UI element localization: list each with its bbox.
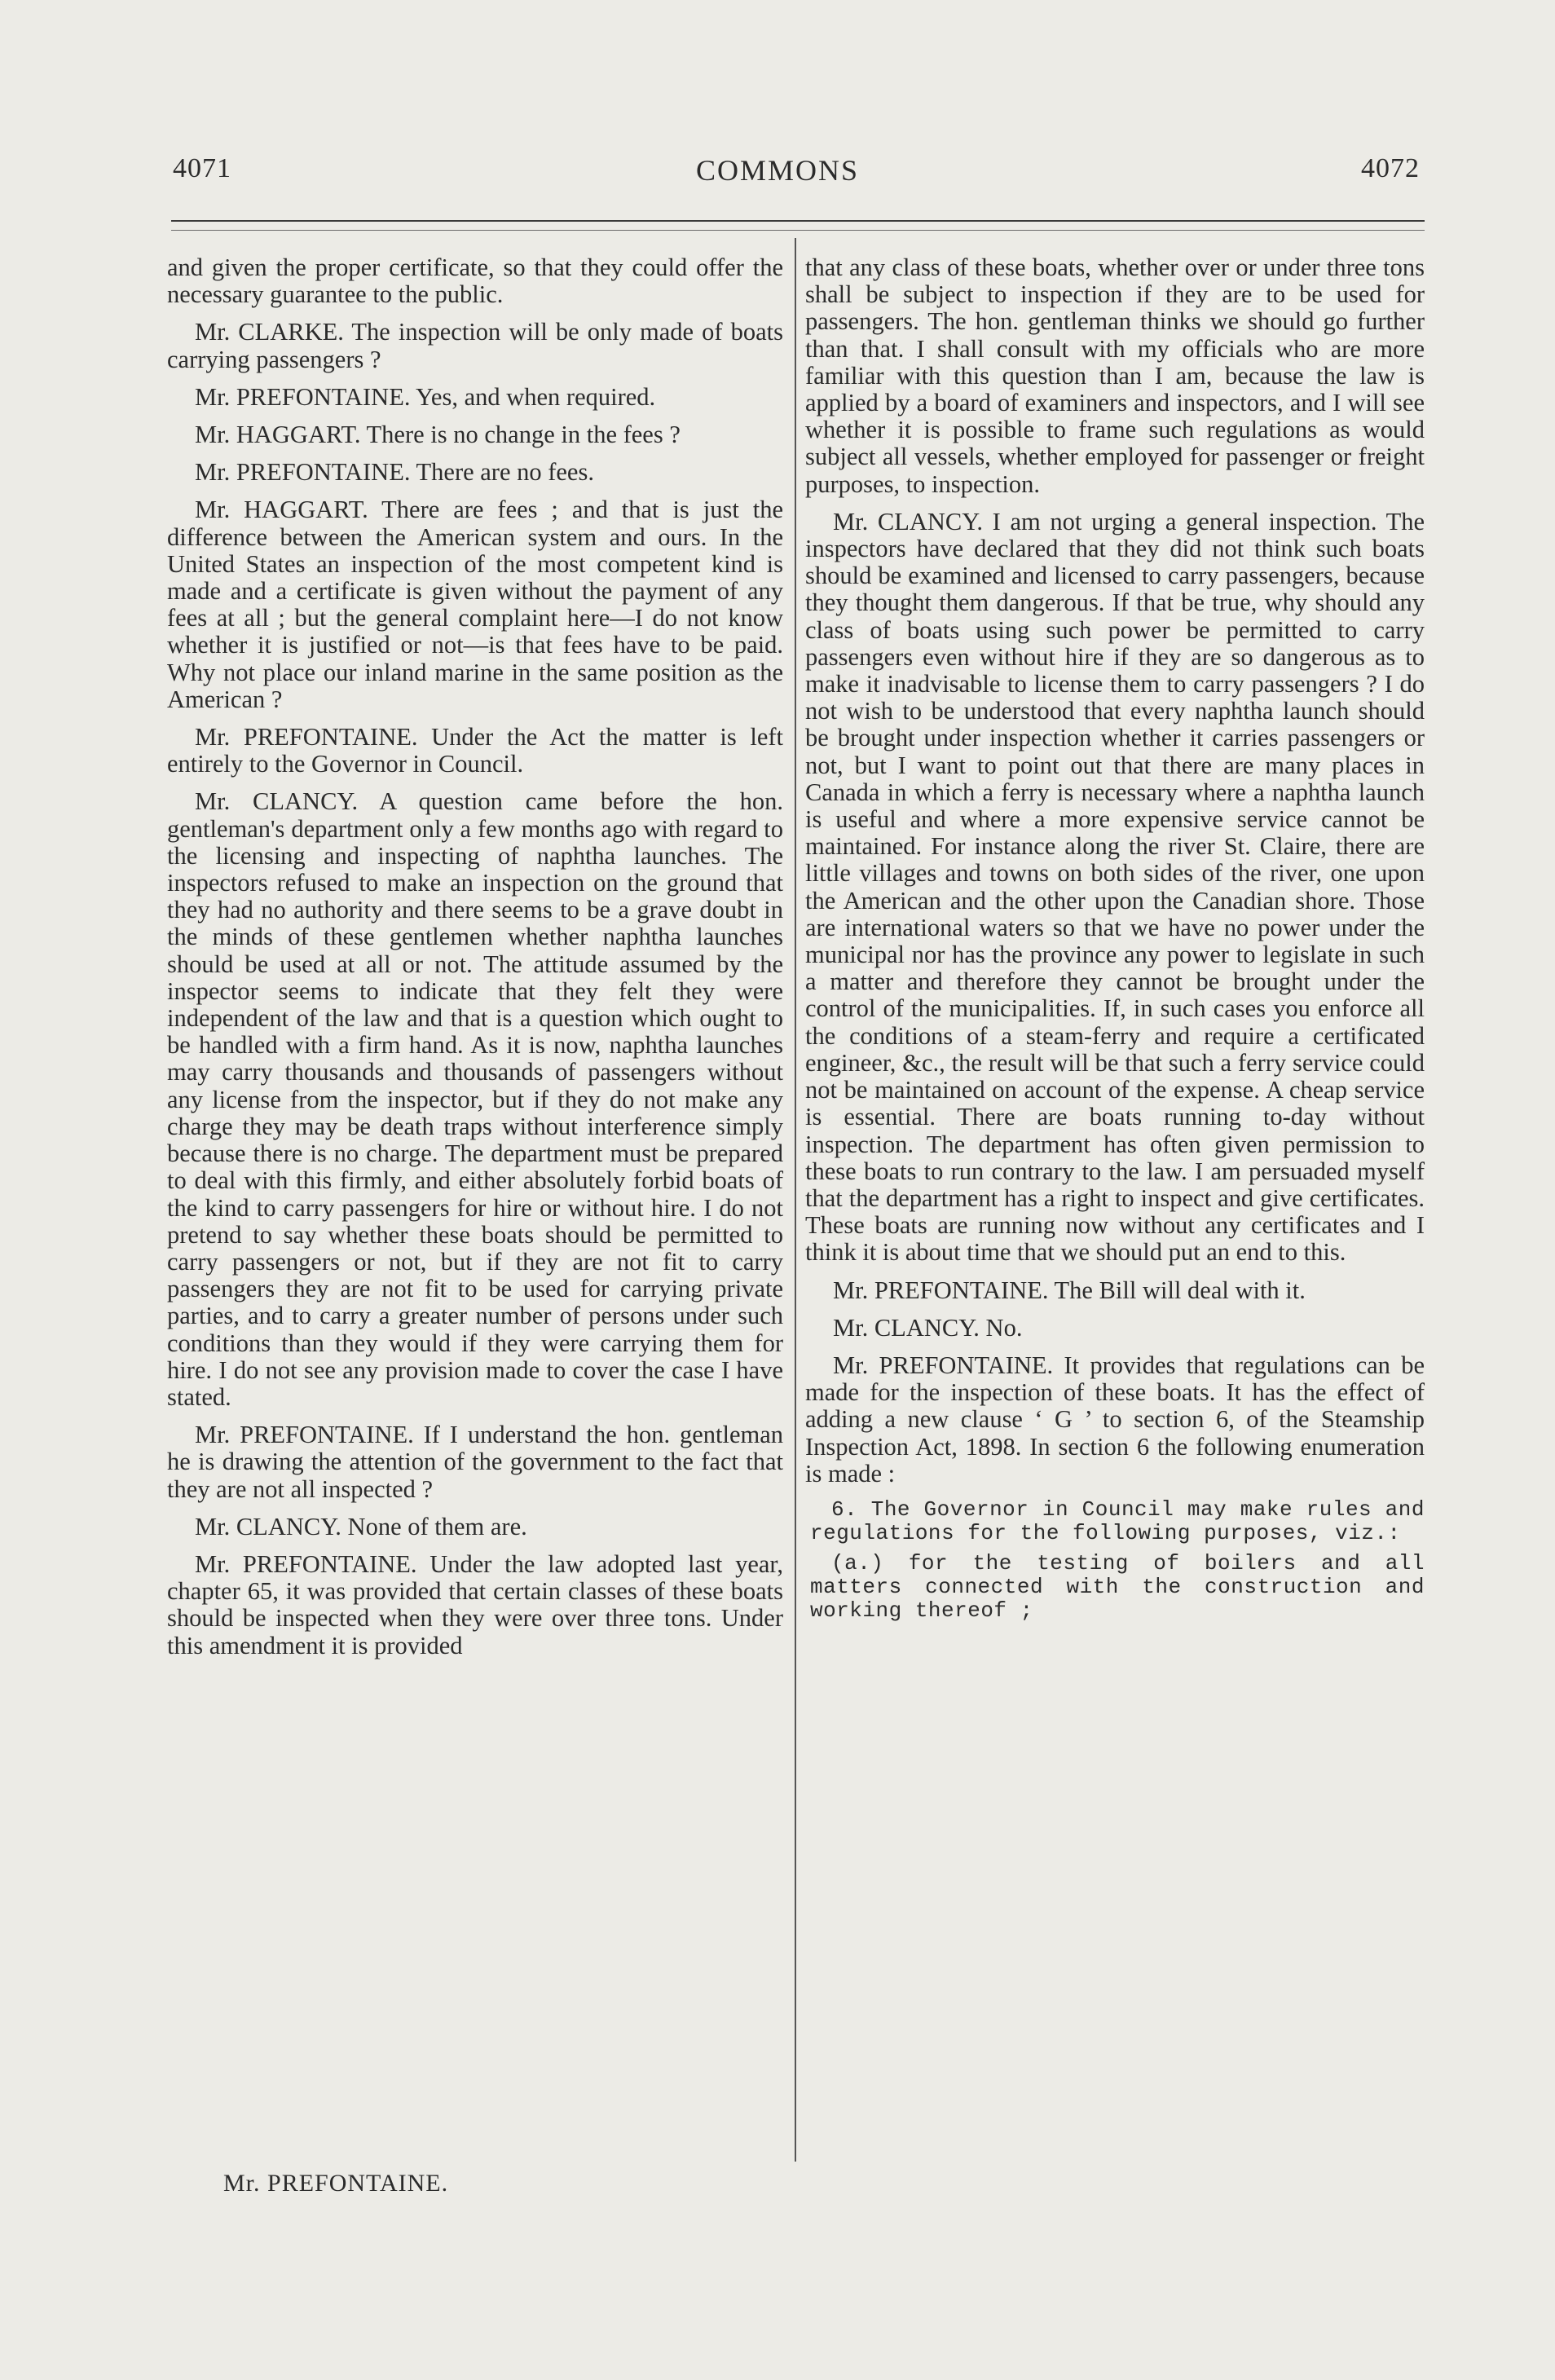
left-column (167, 254, 783, 1670)
paragraph: Mr. PREFONTAINE. Yes, and when required. (195, 382, 656, 411)
paragraph: Mr. PREFONTAINE. It provides that regulations can be made for the inspection of these boats. It has the effect of adding a new clause ‘ G ’ to section 6, of the Steamship Inspection Act, 1898. In section 6 the following enumeration is made : (805, 1351, 1425, 1488)
paragraph: Mr. HAGGART. There are fees ; and that is just the difference between the American system and ours. In the United States an inspection of the most competent kind is made and a certificate is given without the payment of any fees at all ; but the general complaint here—I do not know whether it is justified or not—is that fees have to be paid. Why not place our inland marine in the same position as the American ? (167, 496, 783, 713)
page-number-left: 4071 (173, 153, 231, 183)
paragraph: Mr. CLANCY. No. (833, 1313, 1023, 1342)
quoted-statute-paragraph: 6. The Governor in Council may make rules and regulations for the following purposes, viz.: (810, 1496, 1425, 1545)
paragraph: Mr. PREFONTAINE. The Bill will deal with it. (833, 1276, 1306, 1304)
paragraph: Mr. CLANCY. I am not urging a general inspection. The inspectors have declared that they did not think such boats should be examined and licensed to carry passengers, because they thought them dangerous. If that be true, why should any class of boats using such power be permitted to carry passengers even without hire if they are so dangerous as to make it inadvisable to license them to carry passengers ? I do not wish to be understood that every naphtha launch should be brought under inspection whether it carries passengers or not, but I want to point out that there are many places in Canada in which a ferry is necessary where a naphtha launch is useful and where a more expensive service cannot be maintained. For instance along the river St. Claire, there are little villages and towns on both sides of the river, one upon the American and the other upon the Canadian shore. Those are international waters so that we have no power under the municipal nor has the province any power to legislate in such a matter and therefore they cannot be brought under the control of the municipalities. If, in such cases you enforce all the conditions of a steam-ferry and require a certificated engineer, &c., the result will be that such a ferry service could not be maintained on account of the expense. A cheap service is essential. There are boats running to-day without inspection. The department has often given permission to these boats to run contrary to the law. I am persuaded myself that the department has a right to inspect and give certificates. These boats are running now without any certificates and I think it is about time that we should put an end to this. (805, 507, 1425, 1267)
right-column (805, 254, 1425, 1628)
paragraph: Mr. CLANCY. None of them are. (195, 1512, 527, 1540)
paragraph: Mr. PREFONTAINE. If I understand the hon. gentleman he is drawing the attention of the government to the fact that they are not all inspected ? (167, 1421, 783, 1503)
paragraph: Mr. PREFONTAINE. There are no fees. (195, 458, 594, 487)
paragraph: Mr. PREFONTAINE. Under the Act the matter is left entirely to the Governor in Council. (167, 723, 783, 778)
running-title: COMMONS (695, 154, 860, 187)
paragraph: Mr. PREFONTAINE. Under the law adopted last year, chapter 65, it was provided that certain classes of these boats should be inspected when they were over three tons. Under this amendment it is provided (167, 1549, 783, 1659)
header-rule-thin (171, 230, 1425, 231)
footer-speaker: Mr. PREFONTAINE. (223, 2170, 449, 2197)
page-number-right: 4072 (1361, 153, 1420, 183)
paragraph: Mr. CLARKE. The inspection will be only made of boats carrying passengers ? (167, 318, 783, 373)
paragraph: that any class of these boats, whether over or under three tons shall be subject to inspection if they are to be used for passengers. The hon. gentleman thinks we should go further than that. I shall consult with my officials who are more familiar with this question than I am, because the law is applied by a board of examiners and inspectors, and I will see whether it is possible to frame such regulations as would subject all vessels, whether employed for passenger or freight purposes, to inspection. (805, 253, 1425, 498)
column-divider (795, 238, 796, 2162)
paragraph: Mr. CLANCY. A question came before the hon. gentleman's department only a few months ago with regard to the licensing and inspecting of naphtha launches. The inspectors refused to make an inspection on the ground that they had no authority and there seems to be a grave doubt in the minds of these gentlemen whether naphtha launches should be used at all or not. The attitude assumed by the inspector seems to indicate that they felt they were independent of the law and that is a question which ought to be handled with a firm hand. As it is now, naphtha launches may carry thousands and thousands of passengers without any license from the inspector, but if they do not make any charge they may be death traps without interference simply because there is no charge. The department must be prepared to deal with this firmly, and either absolutely forbid boats of the kind to carry passengers for hire or without hire. I do not pretend to say whether these boats should be permitted to carry passengers or not, but if they are not fit to carry passengers they are not fit to be used for carrying private parties, and to carry a greater number of persons under such conditions than they would if they were carrying them for hire. I do not see any provision made to cover the case I have stated. (167, 787, 783, 1411)
paragraph: Mr. HAGGART. There is no change in the fees ? (195, 421, 681, 449)
header-rule (171, 220, 1425, 222)
quoted-statute-paragraph: (a.) for the testing of boilers and all matters connected with the construction and working thereof ; (810, 1550, 1425, 1623)
paragraph: and given the proper certificate, so that they could offer the necessary guarantee to the public. (167, 253, 783, 309)
